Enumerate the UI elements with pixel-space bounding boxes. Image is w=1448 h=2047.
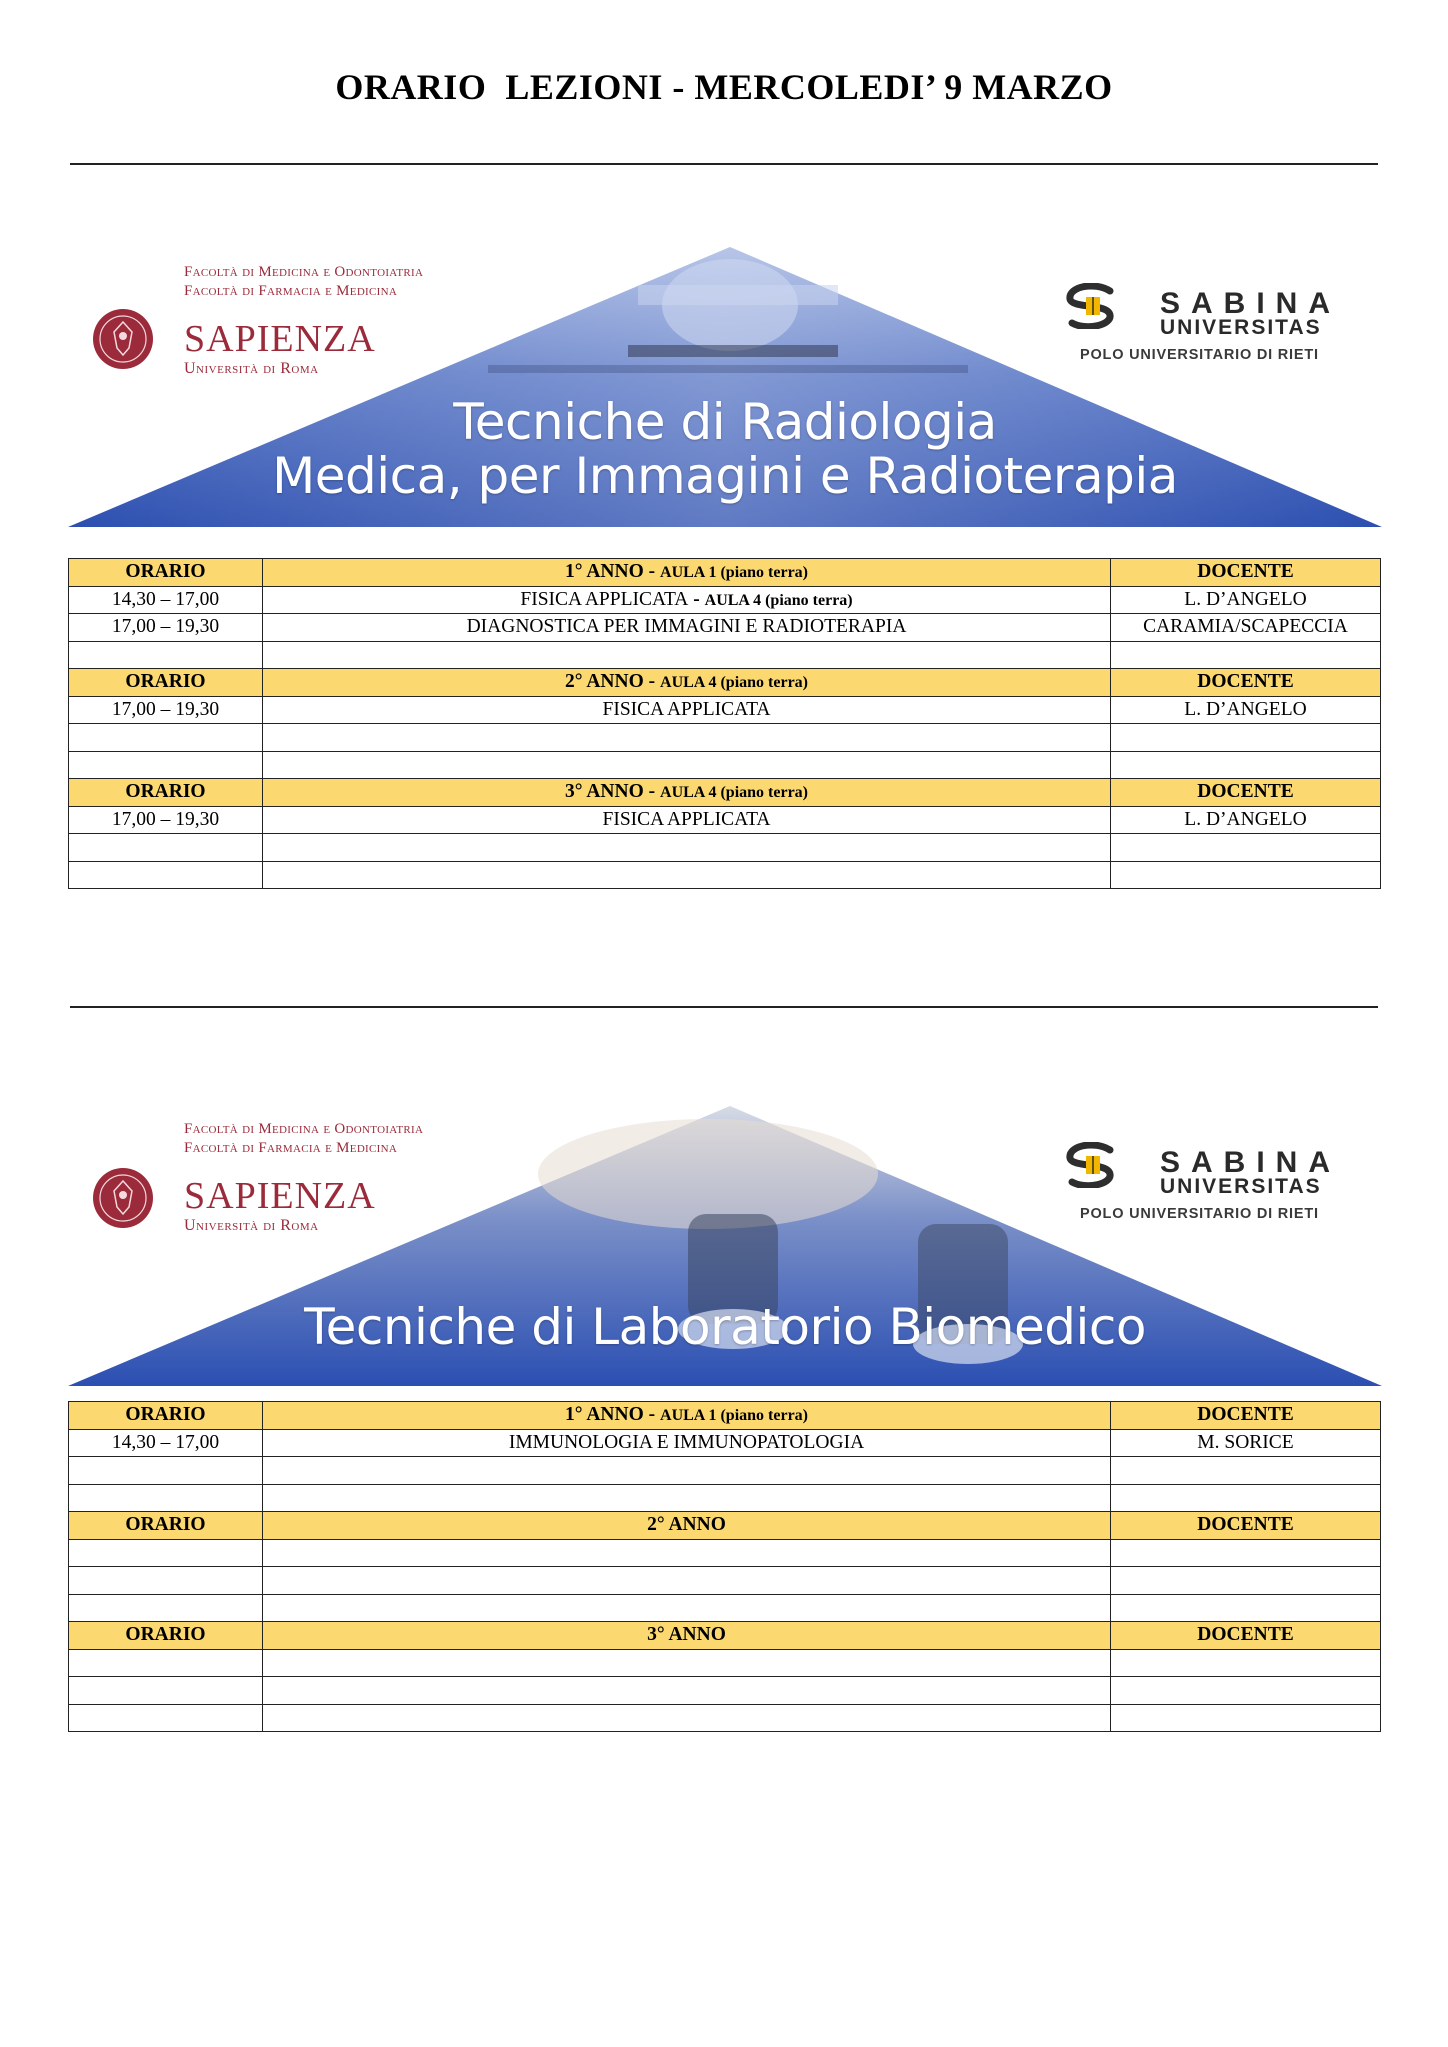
subject-cell xyxy=(263,1484,1111,1512)
table-row xyxy=(69,1677,1381,1705)
teacher-cell: CARAMIA/SCAPECCIA xyxy=(1111,614,1381,642)
time-cell xyxy=(69,1567,263,1595)
table-row xyxy=(69,806,1381,834)
page-title: ORARIO LEZIONI - MERCOLEDI’ 9 MARZO xyxy=(335,67,1113,107)
laboratory-banner xyxy=(68,1104,1382,1386)
header-year xyxy=(263,559,1111,587)
time-cell xyxy=(69,724,263,752)
table-row xyxy=(69,1594,1381,1622)
teacher-cell: L. D’ANGELO xyxy=(1111,696,1381,724)
year-label: 1° ANNO xyxy=(565,561,644,583)
table-row xyxy=(69,1704,1381,1732)
section-header-row xyxy=(69,669,1381,697)
table-row xyxy=(69,696,1381,724)
subject-cell xyxy=(263,641,1111,669)
sabina-name: SABINA xyxy=(1160,287,1342,320)
header-orario: ORARIO xyxy=(69,1512,263,1540)
room-label: AULA 4 (piano terra) xyxy=(660,784,808,802)
subject-cell xyxy=(263,861,1111,889)
time-cell xyxy=(69,1484,263,1512)
room-label: AULA 4 (piano terra) xyxy=(704,591,853,609)
table-row xyxy=(69,1484,1381,1512)
teacher-cell xyxy=(1111,1704,1381,1732)
section-header-row xyxy=(69,559,1381,587)
time-cell: 17,00 – 19,30 xyxy=(69,614,263,642)
teacher-cell xyxy=(1111,834,1381,862)
header-orario: ORARIO xyxy=(69,1622,263,1650)
table-row xyxy=(69,1539,1381,1567)
time-cell xyxy=(69,641,263,669)
header-orario: ORARIO xyxy=(69,1402,263,1430)
sabina-polo: POLO UNIVERSITARIO DI RIETI xyxy=(1080,347,1319,363)
teacher-cell xyxy=(1111,1457,1381,1485)
year-room-separator: - xyxy=(643,561,661,583)
subject-cell xyxy=(263,751,1111,779)
teacher-cell xyxy=(1111,641,1381,669)
section-header-row xyxy=(69,1402,1381,1430)
subject-cell xyxy=(263,1704,1111,1732)
teacher-cell xyxy=(1111,724,1381,752)
header-orario: ORARIO xyxy=(69,669,263,697)
teacher-cell xyxy=(1111,861,1381,889)
year-label: 2° ANNO xyxy=(647,1514,726,1536)
header-year xyxy=(263,779,1111,807)
table-row xyxy=(69,1567,1381,1595)
middle-divider xyxy=(70,1006,1378,1008)
top-divider xyxy=(70,163,1378,165)
time-cell xyxy=(69,1677,263,1705)
time-cell: 17,00 – 19,30 xyxy=(69,696,263,724)
year-label: 1° ANNO xyxy=(565,1404,644,1426)
table-row xyxy=(69,586,1381,614)
year-label: 3° ANNO xyxy=(565,781,644,803)
subject-label: FISICA APPLICATA xyxy=(602,808,771,830)
table-row xyxy=(69,861,1381,889)
sapienza-subtitle: Università di Roma xyxy=(184,360,319,377)
header-orario: ORARIO xyxy=(69,559,263,587)
faculty-line-2: Facoltà di Farmacia e Medicina xyxy=(184,1140,398,1156)
laboratory-schedule-table xyxy=(68,1401,1381,1732)
sabina-logo-icon xyxy=(1064,283,1120,329)
header-docente: DOCENTE xyxy=(1111,1402,1381,1430)
sabina-universitas: UNIVERSITAS xyxy=(1160,316,1322,339)
time-cell xyxy=(69,1704,263,1732)
subject-cell xyxy=(263,1677,1111,1705)
table-row xyxy=(69,614,1381,642)
year-label: 2° ANNO xyxy=(565,671,644,693)
time-cell: 14,30 – 17,00 xyxy=(69,1429,263,1457)
subject-label: DIAGNOSTICA PER IMMAGINI E RADIOTERAPIA xyxy=(466,616,907,638)
subject-cell xyxy=(263,834,1111,862)
section-header-row xyxy=(69,1622,1381,1650)
subject-cell xyxy=(263,724,1111,752)
subject-cell xyxy=(263,696,1111,724)
header-docente: DOCENTE xyxy=(1111,779,1381,807)
table-row xyxy=(69,641,1381,669)
time-cell xyxy=(69,1539,263,1567)
year-label: 3° ANNO xyxy=(647,1624,726,1646)
sabina-logo-icon xyxy=(1064,1142,1120,1188)
year-room-separator: - xyxy=(643,781,661,803)
time-cell xyxy=(69,1649,263,1677)
faculty-line-1: Facoltà di Medicina e Odontoiatria xyxy=(184,1121,424,1137)
sapienza-name: SAPIENZA xyxy=(184,1175,376,1217)
header-orario: ORARIO xyxy=(69,779,263,807)
subject-cell xyxy=(263,1594,1111,1622)
header-docente: DOCENTE xyxy=(1111,669,1381,697)
header-docente: DOCENTE xyxy=(1111,559,1381,587)
time-cell xyxy=(69,1457,263,1485)
header-year xyxy=(263,1402,1111,1430)
sapienza-seal-icon xyxy=(92,1167,154,1229)
course-title-line-2: Medica, per Immagini e Radioterapia xyxy=(272,447,1178,505)
header-year xyxy=(263,669,1111,697)
header-year xyxy=(263,1622,1111,1650)
subject-cell xyxy=(263,1539,1111,1567)
radiology-schedule-table xyxy=(68,558,1381,889)
section-header-row xyxy=(69,1512,1381,1540)
sabina-name: SABINA xyxy=(1160,1146,1342,1179)
teacher-cell xyxy=(1111,1594,1381,1622)
time-cell: 17,00 – 19,30 xyxy=(69,806,263,834)
time-cell xyxy=(69,751,263,779)
table-row xyxy=(69,1429,1381,1457)
table-row xyxy=(69,751,1381,779)
sapienza-subtitle: Università di Roma xyxy=(184,1217,319,1234)
time-cell xyxy=(69,861,263,889)
faculty-line-2: Facoltà di Farmacia e Medicina xyxy=(184,283,398,299)
sabina-polo: POLO UNIVERSITARIO DI RIETI xyxy=(1080,1206,1319,1222)
subject-cell xyxy=(263,1457,1111,1485)
header-docente: DOCENTE xyxy=(1111,1512,1381,1540)
header-year xyxy=(263,1512,1111,1540)
teacher-cell xyxy=(1111,1567,1381,1595)
faculty-line-1: Facoltà di Medicina e Odontoiatria xyxy=(184,264,424,280)
sabina-universitas: UNIVERSITAS xyxy=(1160,1175,1322,1198)
sapienza-seal-icon xyxy=(92,308,154,370)
time-cell xyxy=(69,834,263,862)
room-label: AULA 1 (piano terra) xyxy=(660,564,808,582)
subject-cell xyxy=(263,614,1111,642)
teacher-cell xyxy=(1111,1649,1381,1677)
subject-cell xyxy=(263,1649,1111,1677)
teacher-cell: L. D’ANGELO xyxy=(1111,586,1381,614)
course-title-line-1: Tecniche di Radiologia xyxy=(453,393,997,451)
room-label: AULA 1 (piano terra) xyxy=(660,1407,808,1425)
subject-cell xyxy=(263,806,1111,834)
teacher-cell: L. D’ANGELO xyxy=(1111,806,1381,834)
year-room-separator: - xyxy=(643,1404,661,1426)
subject-label: IMMUNOLOGIA E IMMUNOPATOLOGIA xyxy=(508,1431,865,1453)
teacher-cell xyxy=(1111,1677,1381,1705)
teacher-cell: M. SORICE xyxy=(1111,1429,1381,1457)
time-cell: 14,30 – 17,00 xyxy=(69,586,263,614)
course-title-line-1: Tecniche di Laboratorio Biomedico xyxy=(304,1298,1146,1356)
subject-cell xyxy=(263,1429,1111,1457)
table-row xyxy=(69,1649,1381,1677)
subject-cell xyxy=(263,1567,1111,1595)
subject-label: FISICA APPLICATA xyxy=(602,698,771,720)
room-label: AULA 4 (piano terra) xyxy=(660,674,808,692)
time-cell xyxy=(69,1594,263,1622)
sapienza-name: SAPIENZA xyxy=(184,318,376,360)
radiology-banner xyxy=(68,245,1382,527)
teacher-cell xyxy=(1111,1539,1381,1567)
subject-cell xyxy=(263,586,1111,614)
section-header-row xyxy=(69,779,1381,807)
year-room-separator: - xyxy=(643,671,661,693)
subject-room-separator: - xyxy=(688,588,705,610)
table-row xyxy=(69,724,1381,752)
subject-label: FISICA APPLICATA xyxy=(520,588,689,610)
table-row xyxy=(69,834,1381,862)
header-docente: DOCENTE xyxy=(1111,1622,1381,1650)
teacher-cell xyxy=(1111,751,1381,779)
teacher-cell xyxy=(1111,1484,1381,1512)
table-row xyxy=(69,1457,1381,1485)
